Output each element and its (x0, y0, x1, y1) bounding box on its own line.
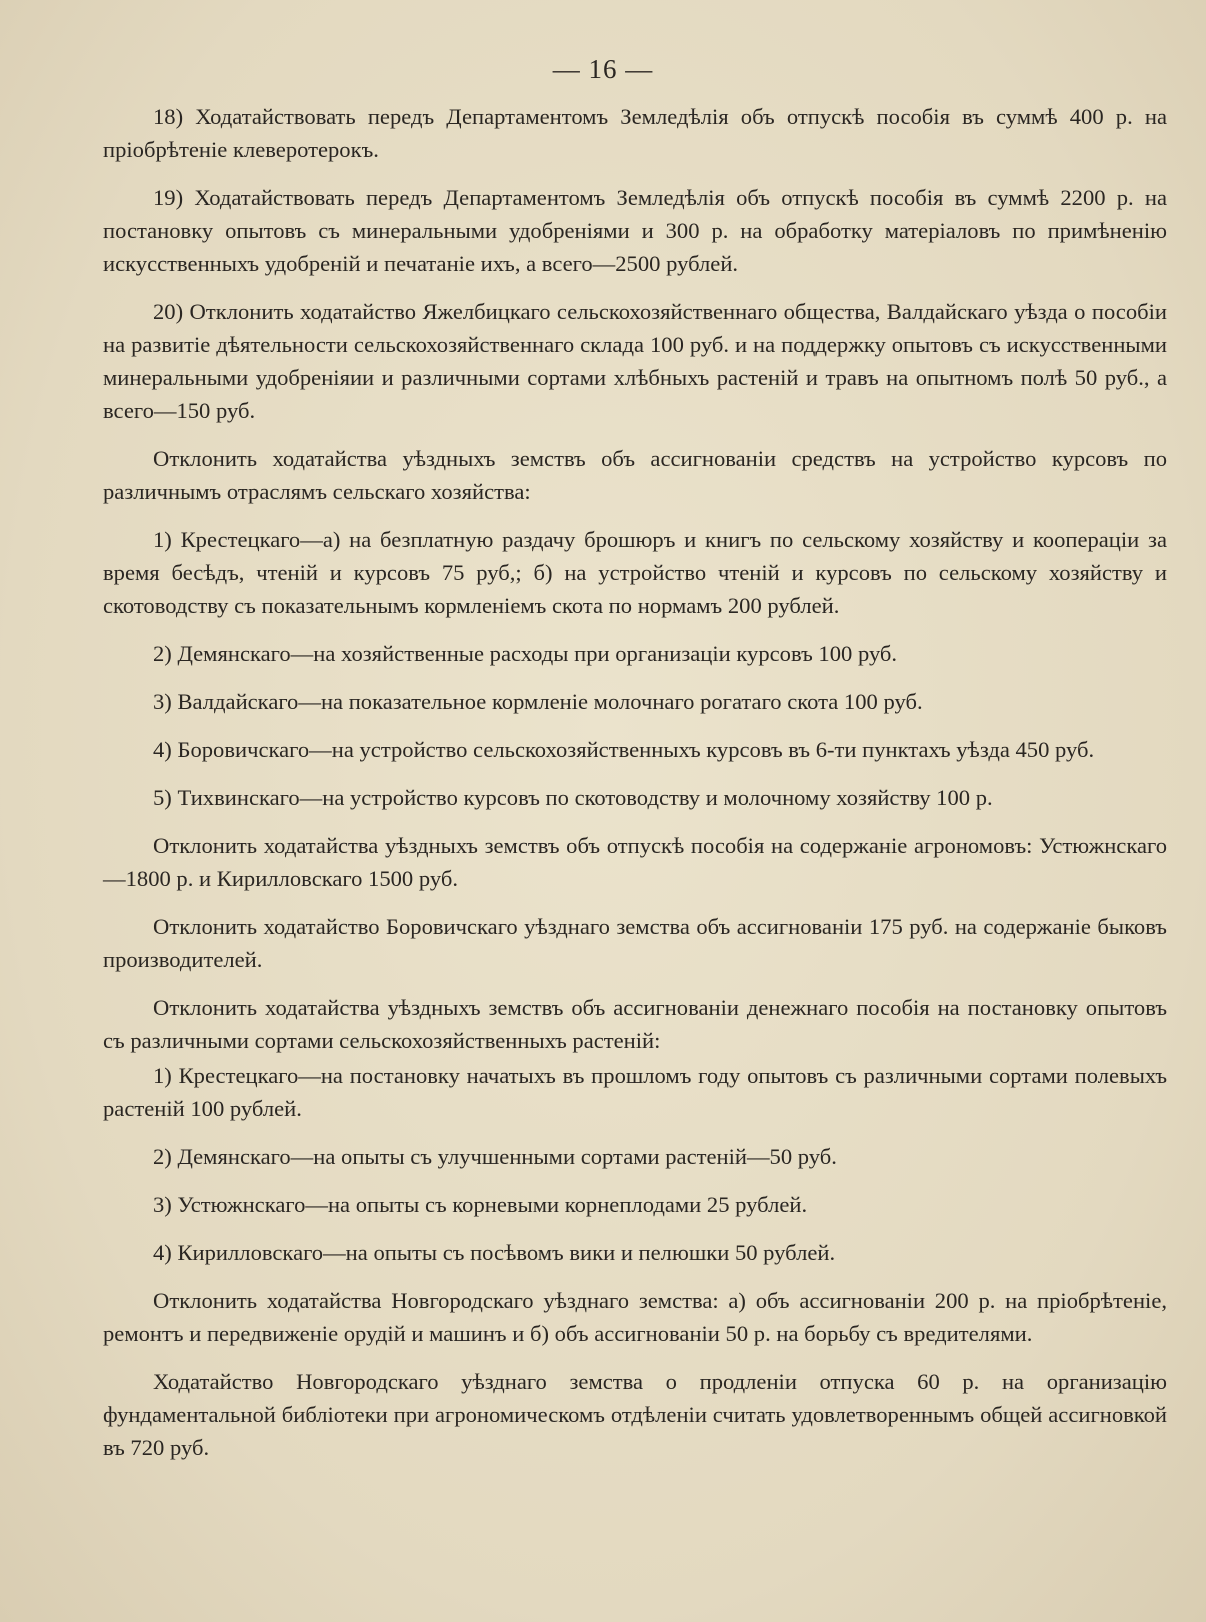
paragraph-courses-4: 4) Боровичскаго—на устройство сельскохозяйственныхъ курсовъ въ 6-ти пунктахъ уѣзда 450 руб. (153, 737, 1095, 762)
paragraph-courses-2: 2) Демянскаго—на хозяйственные расходы при организаціи курсовъ 100 руб. (153, 641, 898, 666)
paragraph-courses-1: 1) Крестецкаго—а) на безплатную раздачу брошюръ и книгъ по сельскому хозяйству и коопераціи за время бесѣдъ, чтеній и курсовъ 75 руб,; б) на устройство чтеній и курсовъ по сельскому хозяйству и скотоводству съ показательнымъ кормленіемъ скота по нормамъ 200 рублей. (103, 527, 1167, 618)
paragraph-courses-intro: Отклонить ходатайства уѣздныхъ земствъ объ ассигнованіи средствъ на устройство курсовъ по различнымъ отраслямъ сельскаго хозяйства: (103, 446, 1167, 504)
paragraph-experiments-3: 3) Устюжнскаго—на опыты съ корневыми корнеплодами 25 рублей. (153, 1192, 808, 1217)
paragraph-agronomists: Отклонить ходатайства уѣздныхъ земствъ объ отпускѣ пособія на содержаніе агрономовъ: Устюжнскаго—1800 р. и Кирилловскаго 1500 руб. (103, 833, 1167, 891)
paragraph-courses-3: 3) Валдайскаго—на показательное кормленіе молочнаго рогатаго скота 100 руб. (153, 689, 923, 714)
page-number: — 16 — (552, 54, 654, 84)
paragraph-experiments-intro: Отклонить ходатайства уѣздныхъ земствъ объ ассигнованіи денежнаго пособія на постановку опытовъ съ различными сортами сельскохозяйственныхъ растеній: (103, 995, 1167, 1053)
paragraph-experiments-2: 2) Демянскаго—на опыты съ улучшенными сортами растеній—50 руб. (153, 1144, 837, 1169)
paragraph-novgorod-tools: Отклонить ходатайства Новгородскаго уѣзднаго земства: а) объ ассигнованіи 200 р. на пріобрѣтеніе, ремонтъ и передвиженіе орудій и машинъ и б) объ ассигнованіи 50 р. на борьбу съ вредителями. (103, 1288, 1167, 1346)
paragraph-bulls: Отклонить ходатайство Боровичскаго уѣзднаго земства объ ассигнованіи 175 руб. на содержаніе быковъ производителей. (103, 914, 1167, 972)
paragraph-item-20: 20) Отклонить ходатайство Яжелбицкаго сельскохозяйственнаго общества, Валдайскаго уѣзда о пособіи на развитіе дѣятельности сельскохозяйственнаго склада 100 руб. и на поддержку опытовъ съ искусственными минеральными удобреніяии и различными сортами хлѣбныхъ растеній и травъ на опытномъ полѣ 50 руб., а всего—150 руб. (103, 299, 1167, 423)
paragraph-experiments-4: 4) Кирилловскаго—на опыты съ посѣвомъ вики и пелюшки 50 рублей. (153, 1240, 836, 1265)
paragraph-item-18: 18) Ходатайствовать передъ Департаментомъ Земледѣлія объ отпускѣ пособія въ суммѣ 400 р. на пріобрѣтеніе клеверотерокъ. (103, 104, 1167, 162)
paragraph-courses-5: 5) Тихвинскаго—на устройство курсовъ по скотоводству и молочному хозяйству 100 р. (153, 785, 993, 810)
document-body (103, 100, 1167, 1479)
paragraph-novgorod-library: Ходатайство Новгородскаго уѣзднаго земства о продленіи отпуска 60 р. на организацію фундаментальной библіотеки при агрономическомъ отдѣленіи считать удовлетвореннымъ общей ассигновкой въ 720 руб. (103, 1369, 1167, 1460)
paragraph-experiments-1: 1) Крестецкаго—на постановку начатыхъ въ прошломъ году опытовъ съ различными сортами полевыхъ растеній 100 рублей. (103, 1063, 1167, 1121)
paragraph-item-19: 19) Ходатайствовать передъ Департаментомъ Земледѣлія объ отпускѣ пособія въ суммѣ 2200 р. на постановку опытовъ съ минеральными удобреніями и 300 р. на обработку матеріаловъ по примѣненію искусственныхъ удобреній и печатаніе ихъ, а всего—2500 рублей. (103, 185, 1167, 276)
